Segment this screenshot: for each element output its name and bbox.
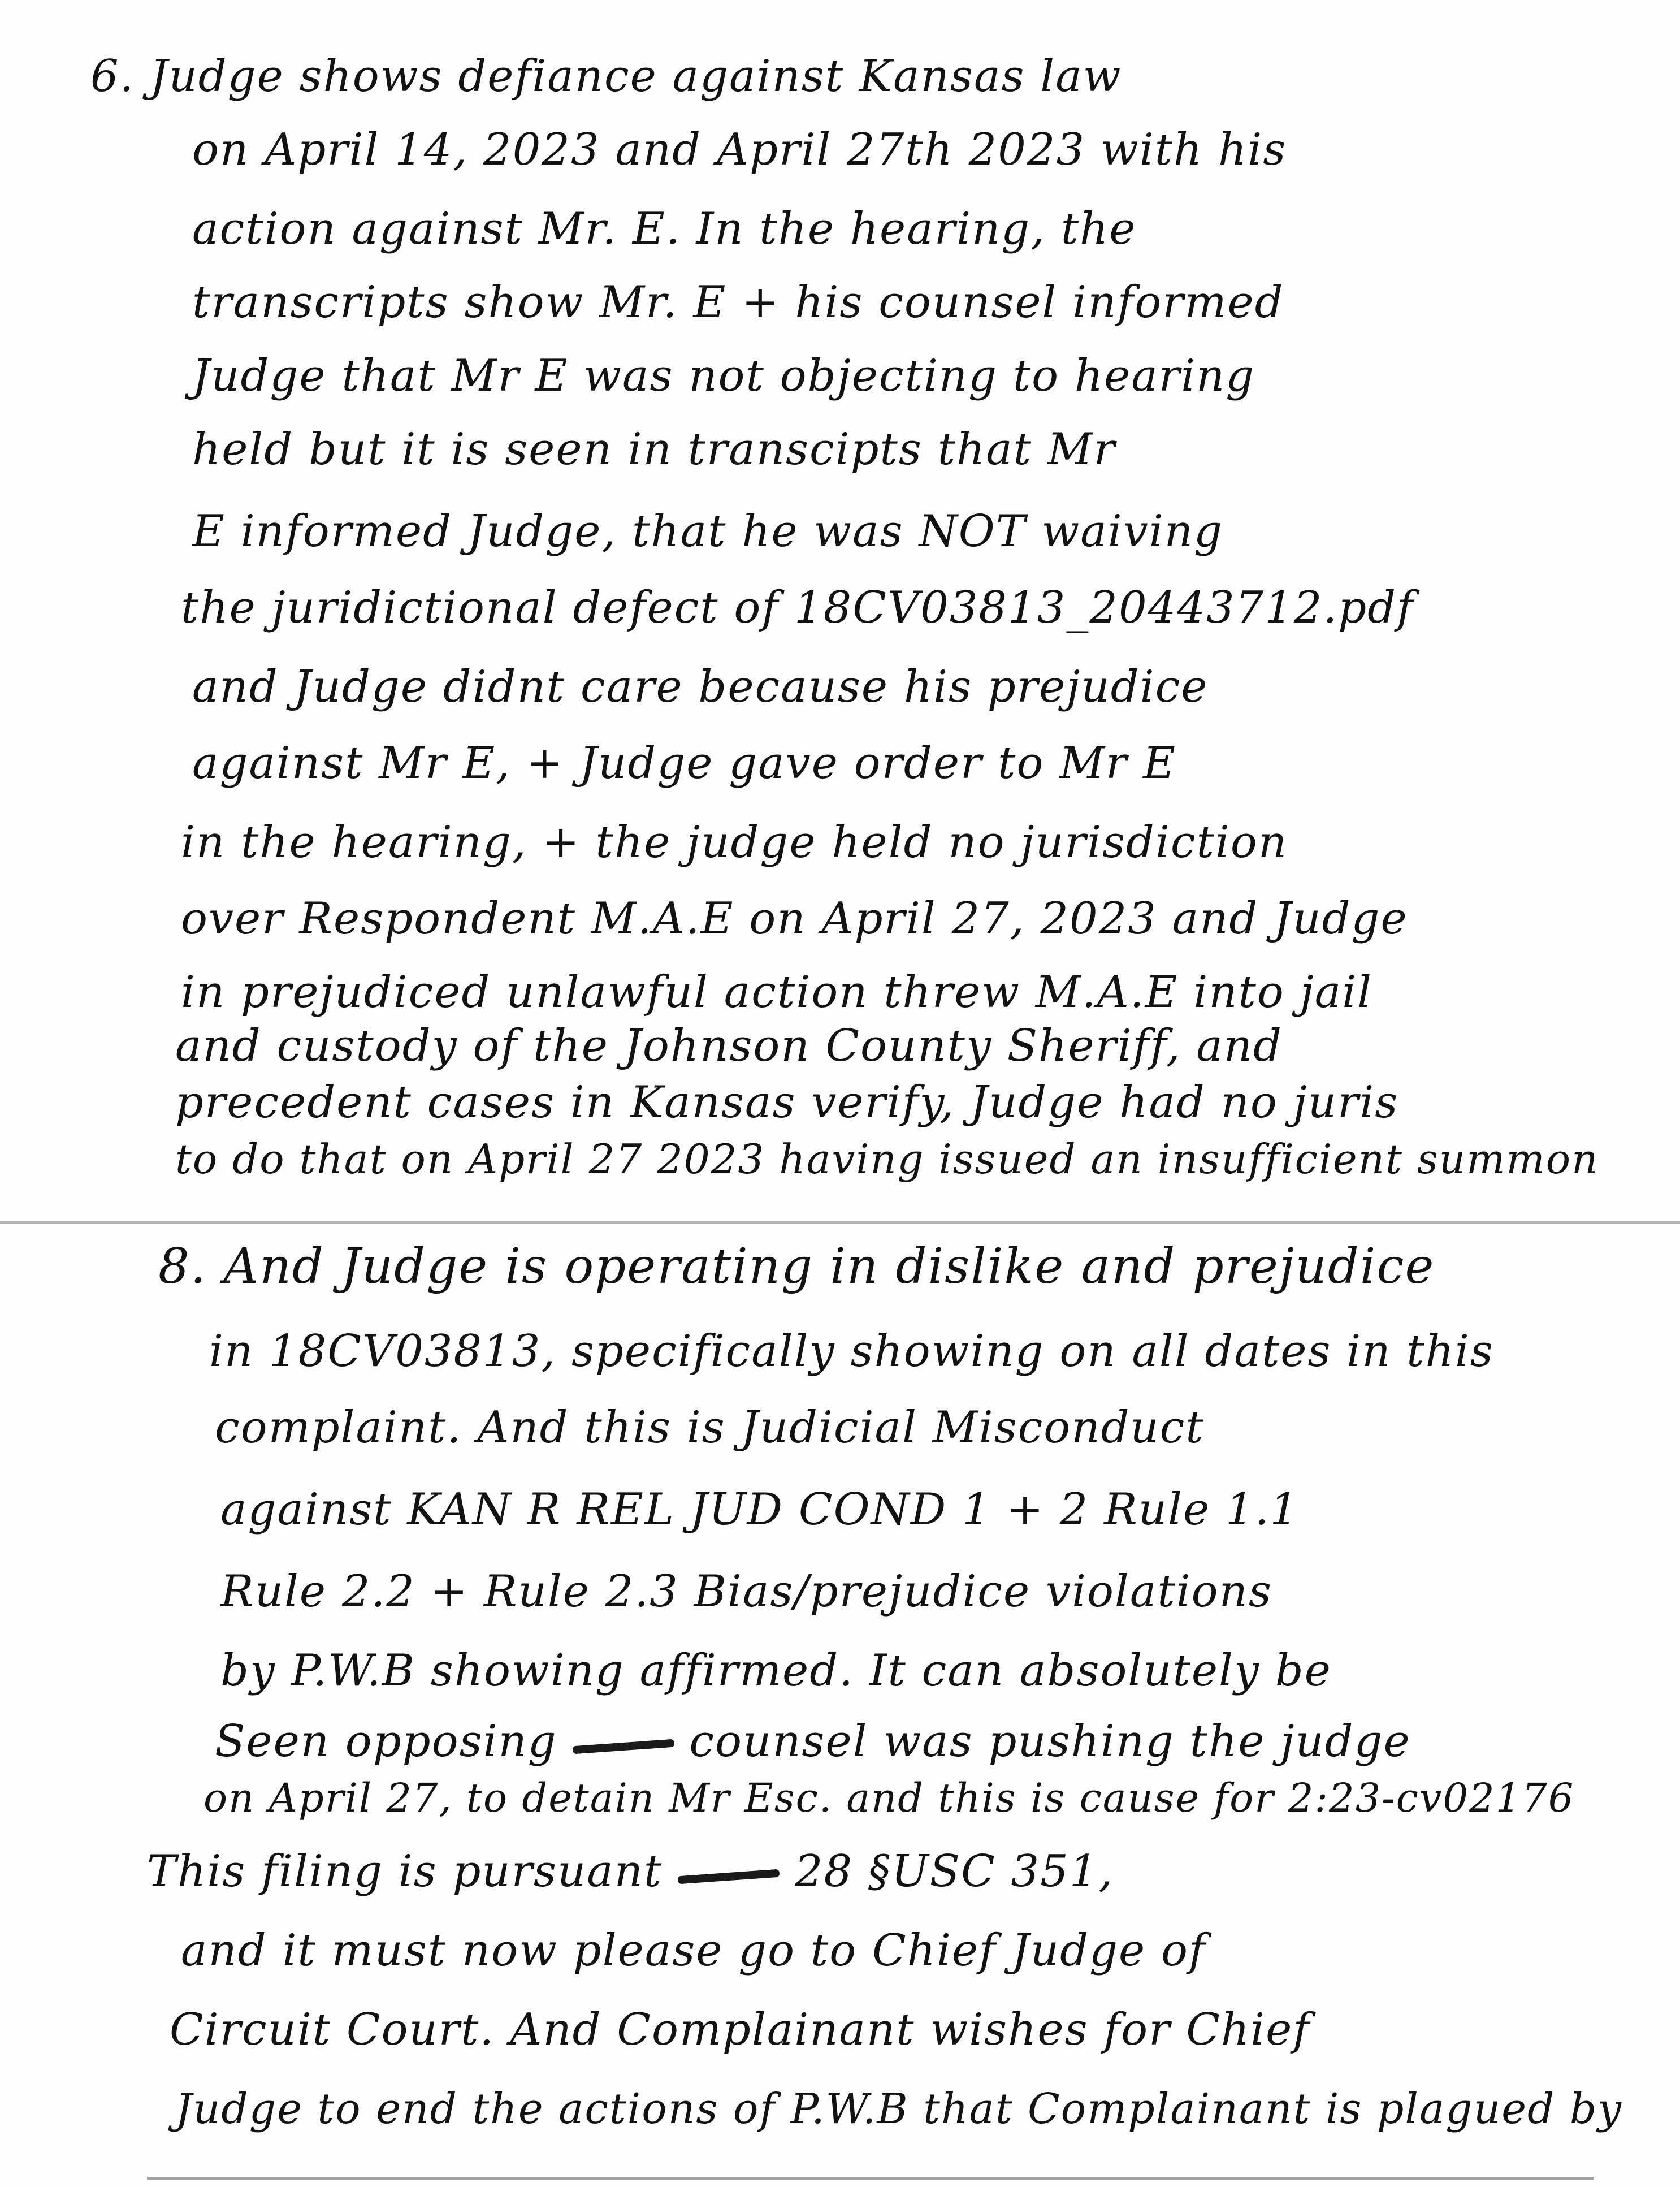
section-6-line-13: in prejudiced unlawful action threw M.A.E into jail [181,967,1373,1018]
closing-line-1-suffix: 28 §USC 351, [794,1846,1114,1897]
closing-line-4: Judge to end the actions of P.W.B that Complainant is plagued by [175,2085,1623,2133]
section-8-line-5: Rule 2.2 + Rule 2.3 Bias/prejudice violations [220,1566,1272,1617]
page-fold-divider [0,1221,1680,1224]
scribbled-out-citation [678,1858,780,1892]
section-6-line-12: over Respondent M.A.E on April 27, 2023 and Judge [181,893,1408,944]
section-6-line-11: in the hearing, + the judge held no jurisdiction [181,817,1288,868]
section-6-line-6: held but it is seen in transcipts that Mr [192,424,1116,475]
section-6-line-3: action against Mr. E. In the hearing, the [192,204,1137,254]
scribbled-out-word [573,1728,674,1762]
section-6-line-8: the juridictional defect of 18CV03813_20443712.pdf [181,582,1414,633]
section-8-line-4: against KAN R REL JUD COND 1 + 2 Rule 1.1 [220,1484,1299,1535]
section-8-line-6: by P.W.B showing affirmed. It can absolutely be [220,1645,1332,1696]
section-6-line-2: on April 14, 2023 and April 27th 2023 with his [192,124,1287,175]
closing-line-3: Circuit Court. And Complainant wishes for Chief [170,2004,1311,2055]
section-6-line-9: and Judge didnt care because his prejudice [192,662,1209,712]
bottom-edge-line [147,2177,1594,2180]
section-8-line-7-start: Seen opposing [215,1716,557,1767]
section-8-line-7 [215,1713,1411,1770]
section-6-line-14: and custody of the Johnson County Sheriff, and [175,1021,1283,1071]
section-8-line-1: 8. And Judge is operating in dislike and prejudice [158,1238,1435,1295]
closing-line-2: and it must now please go to Chief Judge of [181,1925,1206,1976]
section-8-line-3: complaint. And this is Judicial Misconduct [215,1402,1205,1453]
section-6-line-15: precedent cases in Kansas verify, Judge had no juris [175,1077,1399,1128]
closing-line-1-prefix: This filing is pursuant [147,1846,663,1897]
section-6-line-4: transcripts show Mr. E + his counsel informed [192,277,1284,328]
section-6-line-5: Judge that Mr E was not objecting to hearing [192,351,1255,401]
section-8-line-8: on April 27, to detain Mr Esc. and this is cause for 2:23-cv02176 [203,1775,1575,1821]
closing-line-1 [147,1843,1114,1900]
section-6-line-7: E informed Judge, that he was NOT waiving [192,506,1223,557]
section-8-line-7-end: counsel was pushing the judge [689,1716,1411,1767]
section-6-line-1: 6. Judge shows defiance against Kansas law [90,51,1122,102]
section-8-line-2: in 18CV03813, specifically showing on all dates in this [209,1326,1494,1377]
section-6-line-16: to do that on April 27 2023 having issued an insufficient summon [175,1135,1599,1183]
section-6-line-10: against Mr E, + Judge gave order to Mr E [192,738,1177,789]
